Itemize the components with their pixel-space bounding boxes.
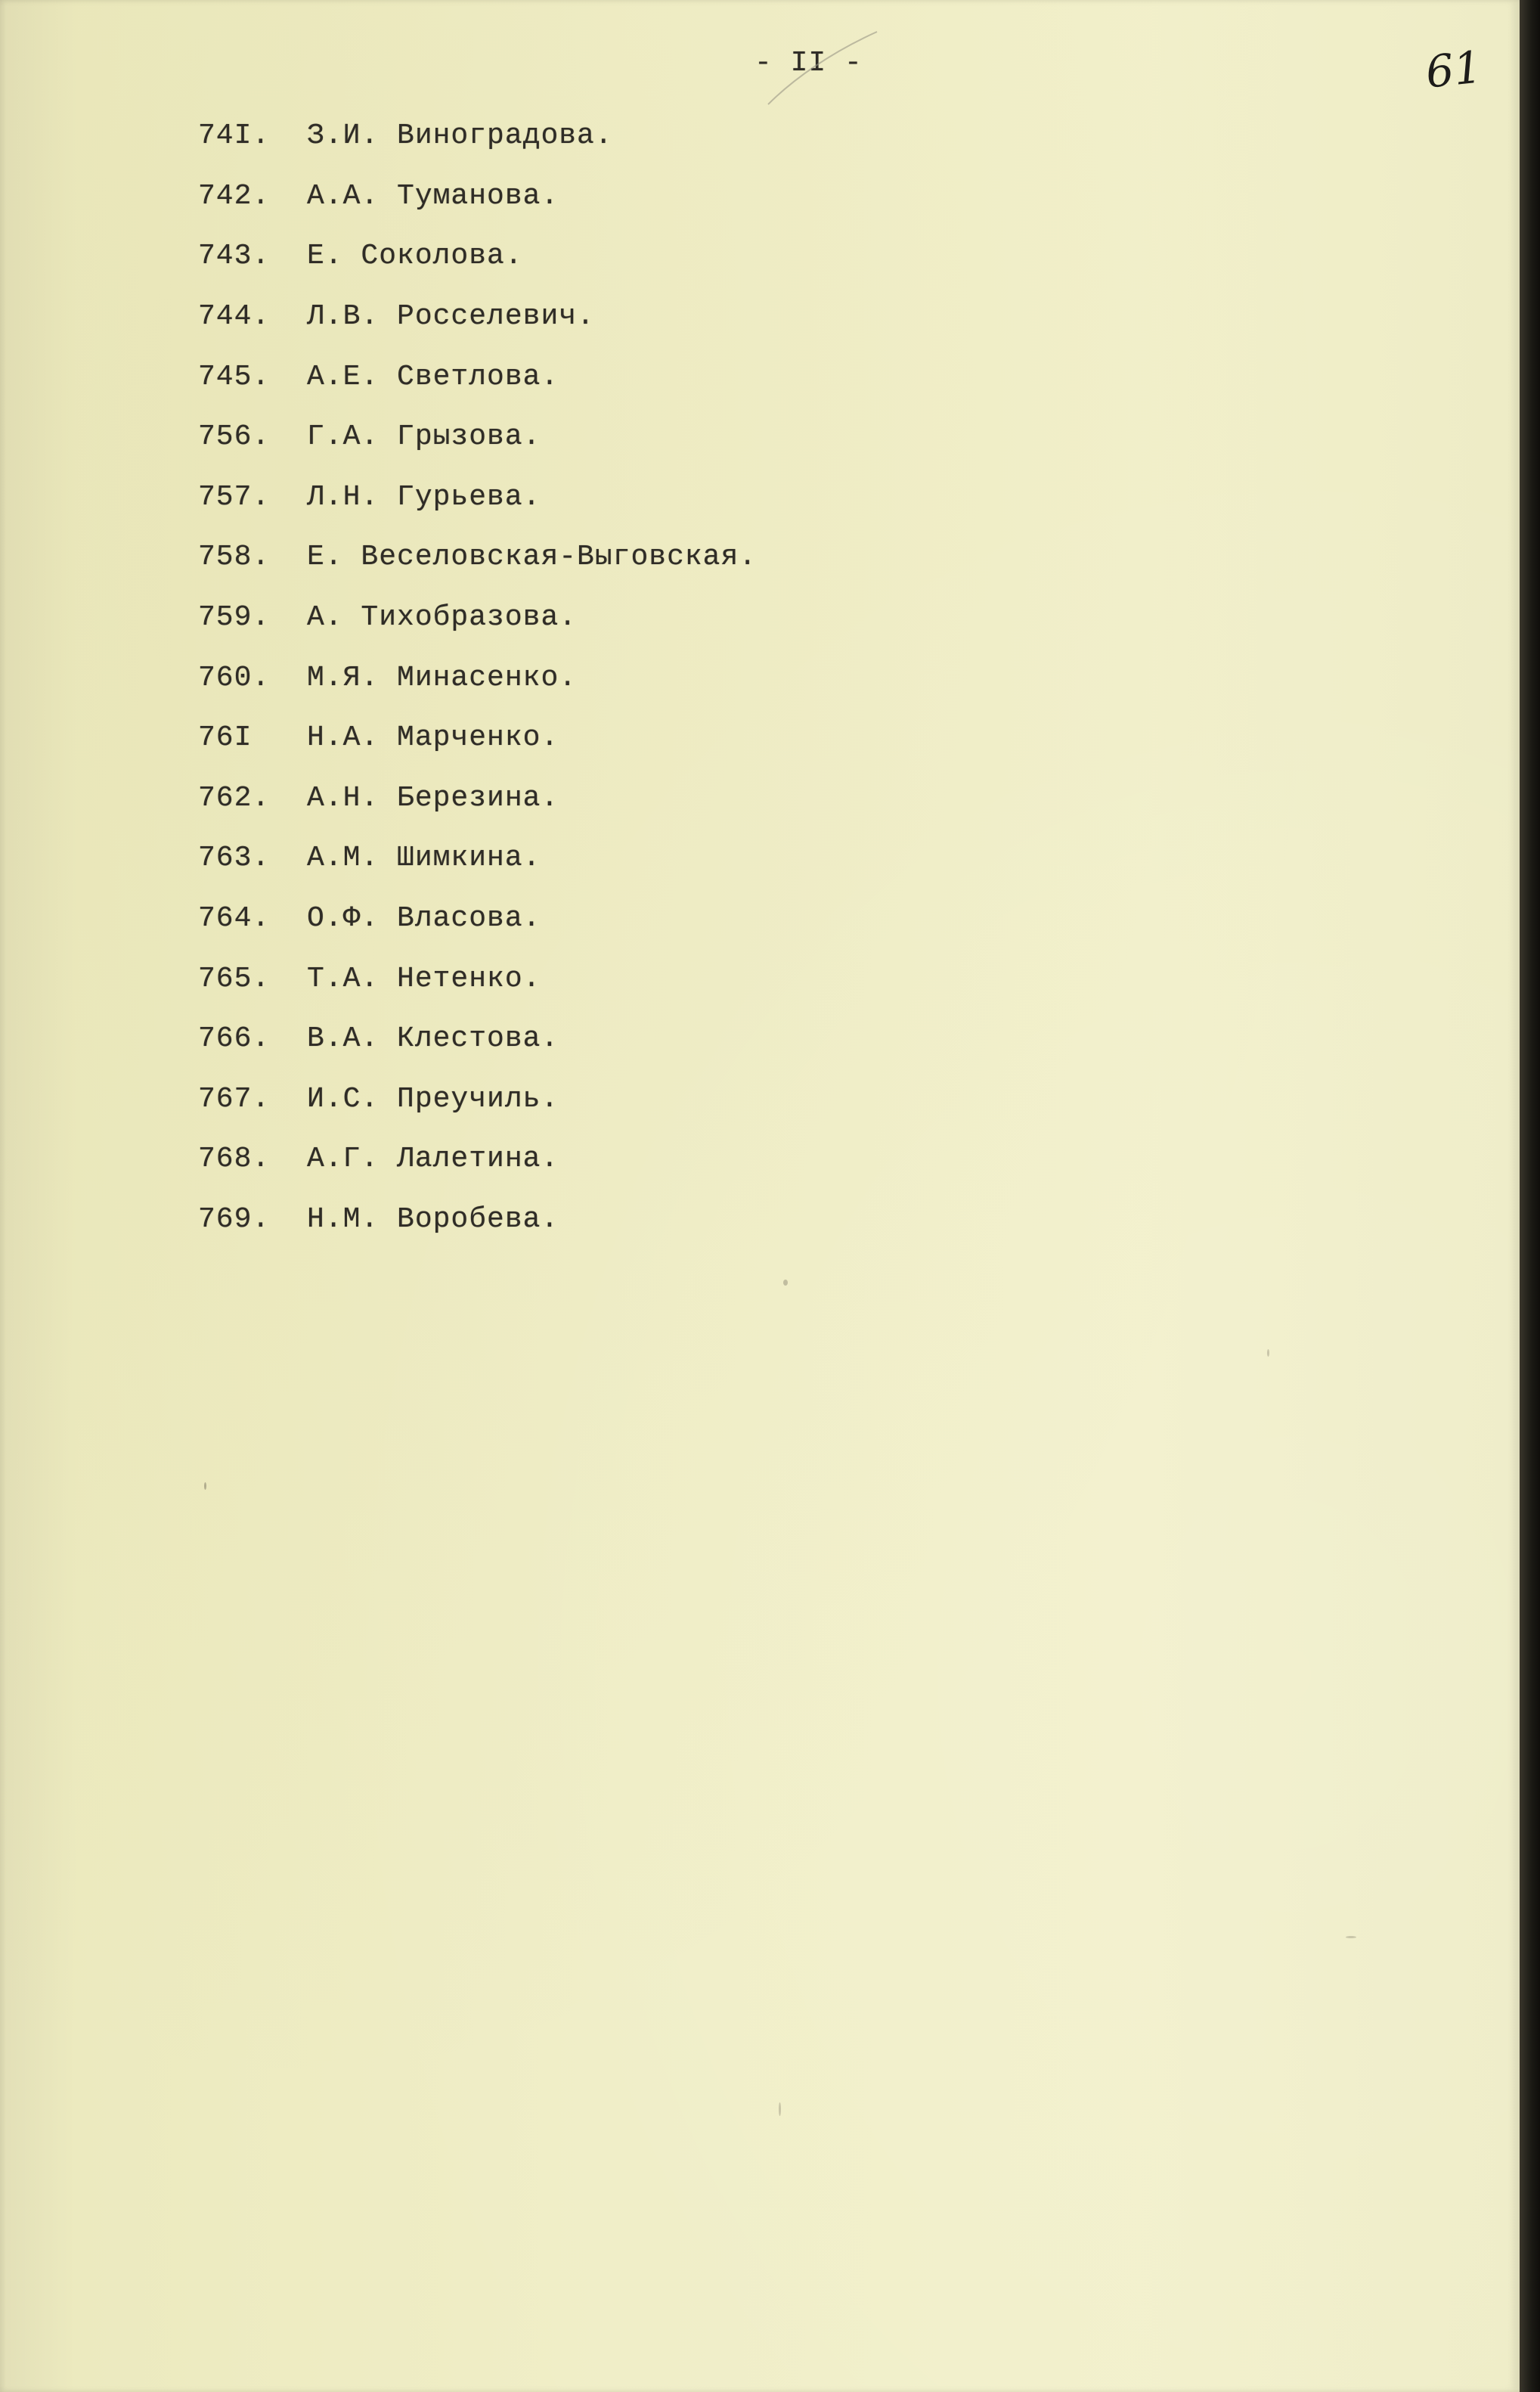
entry-number: 762. (198, 781, 271, 814)
entry-number: 759. (198, 601, 271, 634)
entry-number: 743. (198, 240, 271, 273)
entry-number: 742. (198, 179, 271, 213)
list-item (198, 948, 878, 1009)
paper-speck (779, 2102, 781, 2116)
page-number: - II - (755, 47, 863, 79)
entry-number: 764. (198, 902, 271, 935)
list-item (198, 1129, 878, 1190)
entry-name: Е. Веселовская-Выговская. (307, 541, 758, 574)
paper-speck (204, 1482, 206, 1490)
list-item (198, 708, 878, 768)
entry-number: 766. (198, 1022, 271, 1056)
entry-name: Л.Н. Гурьева. (307, 480, 541, 513)
entry-name: Г.А. Грызова. (307, 420, 541, 454)
entry-number: 758. (198, 541, 271, 574)
name-list (198, 106, 878, 1249)
entry-name: А.Е. Светлова. (307, 360, 559, 393)
list-item (198, 527, 878, 588)
entry-name: З.И. Виноградова. (307, 119, 613, 153)
entry-name: Л.В. Росселевич. (307, 300, 595, 334)
list-item (198, 106, 878, 166)
entry-name: А.Г. Лалетина. (307, 1143, 559, 1176)
paper-speck (1267, 1349, 1269, 1357)
entry-number: 744. (198, 300, 271, 334)
paper-speck (1346, 1936, 1356, 1938)
list-item (198, 1069, 878, 1130)
entry-number: 768. (198, 1143, 271, 1176)
list-item (198, 166, 878, 227)
list-item (198, 346, 878, 407)
list-item (198, 287, 878, 347)
entry-number: 765. (198, 962, 271, 995)
paper-speck (783, 1280, 788, 1286)
list-item (198, 588, 878, 648)
scan-border (1520, 0, 1540, 2392)
entry-name: Н.А. Марченко. (307, 721, 559, 755)
entry-name: А. Тихобразова. (307, 601, 578, 634)
list-item (198, 1190, 878, 1250)
entry-name: Е. Соколова. (307, 240, 523, 273)
entry-number: 769. (198, 1202, 271, 1236)
list-item (198, 828, 878, 889)
entry-name: М.Я. Минасенко. (307, 661, 578, 694)
entry-name: Н.М. Воробева. (307, 1202, 559, 1236)
entry-number: 760. (198, 661, 271, 694)
entry-number: 76I (198, 721, 253, 755)
list-item (198, 647, 878, 708)
entry-name: А.Н. Березина. (307, 781, 559, 814)
entry-number: 756. (198, 420, 271, 454)
list-item (198, 1009, 878, 1069)
entry-name: А.М. Шимкина. (307, 842, 541, 875)
list-item (198, 467, 878, 528)
list-item (198, 768, 878, 829)
entry-number: 745. (198, 360, 271, 393)
pencil-mark (764, 26, 885, 109)
entry-number: 74I. (198, 119, 271, 153)
entry-number: 767. (198, 1082, 271, 1115)
entry-name: А.А. Туманова. (307, 179, 559, 213)
entry-name: В.А. Клестова. (307, 1022, 559, 1056)
entry-name: О.Ф. Власова. (307, 902, 541, 935)
entry-number: 757. (198, 480, 271, 513)
list-item (198, 889, 878, 949)
list-item (198, 407, 878, 467)
archive-sheet-number: 61 (1423, 41, 1485, 98)
list-item (198, 226, 878, 287)
entry-name: И.С. Преучиль. (307, 1082, 559, 1115)
entry-name: Т.А. Нетенко. (307, 962, 541, 995)
entry-number: 763. (198, 842, 271, 875)
